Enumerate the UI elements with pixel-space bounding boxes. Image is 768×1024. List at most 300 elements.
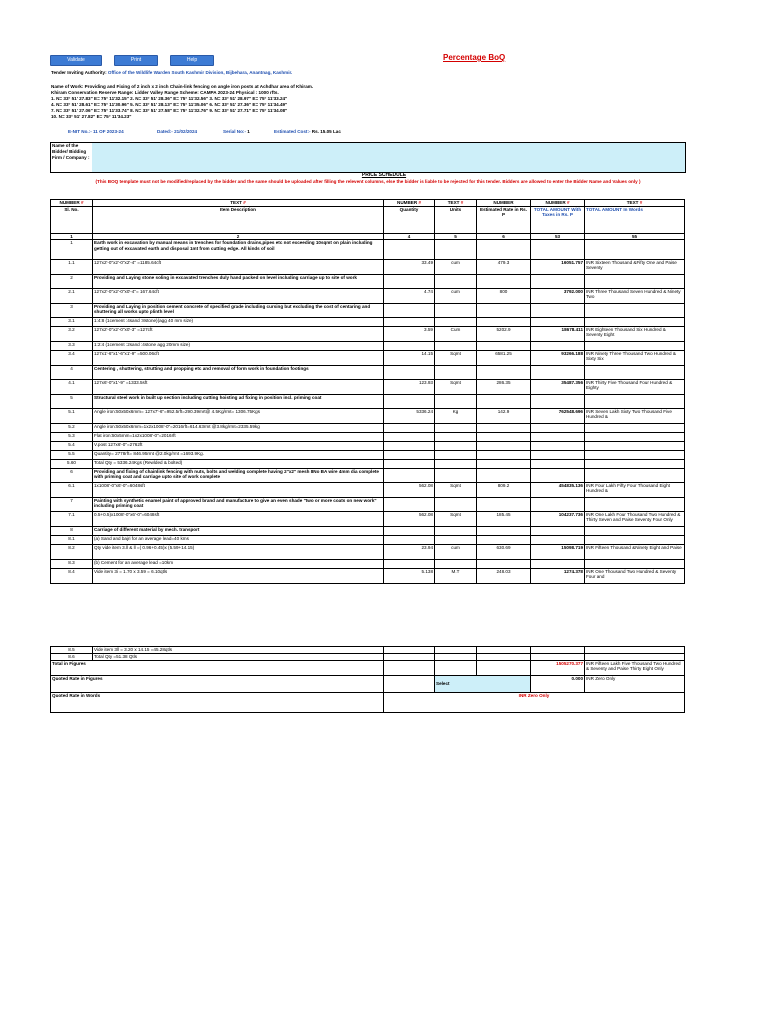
amount-in-words-cell <box>585 240 685 260</box>
quantity-cell: 33.49 <box>384 259 435 274</box>
total-amount-value: 1505270.377 <box>531 661 585 676</box>
quantity-cell <box>384 468 435 482</box>
total-amount-cell: 15098.719 <box>531 544 585 559</box>
work-line-2: Khiram Conservation Reserve Range: Lidder Valley Range Scheme: CAMPA 2023-24 Physical : 1000 rfts. <box>51 90 279 95</box>
sl-no-cell: 3.4 <box>51 350 93 365</box>
total-row <box>51 661 685 676</box>
table-row <box>51 459 685 468</box>
table-row <box>51 408 685 423</box>
price-schedule-note: (This BOQ template must not be modified/replaced by the bidder and the same should be uploaded after filling the relevent columns, else the bidder is liable to be rejected for this tender. Bidders are allowed to enter the Bidder Name and Values only ) <box>95 179 641 184</box>
amount-in-words-cell <box>585 497 685 511</box>
bidder-name-input[interactable] <box>92 143 685 172</box>
item-description-cell: Angle iron:50x50x6mm= 127x7'-6"=952.5rft=290.39mrt@ 4.5Kg/rmt= 1306.75Kgs <box>93 408 384 423</box>
column-header-row <box>51 207 685 234</box>
estimated-rate-cell <box>477 394 531 408</box>
item-description-cell: 127x6'-0"x1'-9" =1333.5sft <box>93 379 384 394</box>
sl-no-cell: 8.3 <box>51 559 93 568</box>
column-number: 55 <box>585 234 685 240</box>
cost-label: Estimated Cost:- <box>274 129 311 134</box>
units-cell <box>435 394 477 408</box>
estimated-rate-cell <box>477 274 531 288</box>
total-amount-cell: 104237.736 <box>531 511 585 526</box>
estimated-rate-cell <box>477 535 531 544</box>
cost-value: Rs. 15.05 Lac <box>311 129 341 134</box>
page-title: Percentage BoQ <box>443 53 506 62</box>
item-description-cell: Providing and Laying in position cement concrete of specified grade including cursing but excluding the cost of centaring and shuttering all works upto plinth level <box>93 303 384 317</box>
units-cell <box>435 423 477 432</box>
units-cell <box>435 317 477 326</box>
quoted-words-label: Quoted Rate in Words <box>51 693 384 713</box>
estimated-rate-cell: 185.45 <box>477 511 531 526</box>
validate-button[interactable]: Validate <box>50 55 102 66</box>
sl-no-cell: 5.1 <box>51 408 93 423</box>
quantity-cell: 23.94 <box>384 544 435 559</box>
quantity-cell: 4.74 <box>384 288 435 303</box>
total-amount-cell: 93266.188 <box>531 350 585 365</box>
total-amount-cell: 16051.757 <box>531 259 585 274</box>
serial-value: 1 <box>247 129 250 134</box>
quantity-cell <box>384 526 435 535</box>
table-row <box>51 394 685 408</box>
units-cell <box>435 450 477 459</box>
quantity-cell <box>384 274 435 288</box>
column-type-cell: NUMBER # <box>51 200 93 207</box>
amount-in-words-cell <box>585 394 685 408</box>
quantity-cell: 3.59 <box>384 326 435 341</box>
estimated-rate-cell: 5202.9 <box>477 326 531 341</box>
item-description-cell: Vide item 3i = 1.70 x 3.59 = 6.10qtls <box>93 568 384 583</box>
table-row <box>51 654 685 661</box>
table-row <box>51 544 685 559</box>
sl-no-cell: 3.3 <box>51 341 93 350</box>
empty-cell <box>585 654 685 661</box>
estimated-rate-cell <box>477 432 531 441</box>
estimated-rate-cell: 6581.25 <box>477 350 531 365</box>
serial-label: Serial No:- <box>223 129 246 134</box>
table-row <box>51 317 685 326</box>
boq-totals-table <box>50 646 685 713</box>
quantity-cell: 562.08 <box>384 482 435 497</box>
total-amount-cell: 3792.000 <box>531 288 585 303</box>
quantity-cell <box>384 317 435 326</box>
amount-in-words-cell <box>585 274 685 288</box>
column-number: 6 <box>477 234 531 240</box>
units-cell <box>435 341 477 350</box>
column-number: 5 <box>435 234 477 240</box>
sl-no-cell: 5.3 <box>51 432 93 441</box>
estimated-rate-cell <box>477 468 531 482</box>
table-row <box>51 647 685 654</box>
table-row <box>51 559 685 568</box>
estimated-rate-cell <box>477 441 531 450</box>
units-cell <box>435 432 477 441</box>
quantity-cell <box>384 459 435 468</box>
empty-cell <box>435 654 477 661</box>
total-amount-cell <box>531 559 585 568</box>
sl-no-cell: 5.60 <box>51 459 93 468</box>
column-number: 4 <box>384 234 435 240</box>
empty-cell <box>477 647 531 654</box>
units-cell: Sqmt <box>435 379 477 394</box>
item-description-cell: (b) Cement for an average lead =10km <box>93 559 384 568</box>
toolbar <box>50 55 214 66</box>
amount-in-words-cell <box>585 303 685 317</box>
enit-number: E-NIT No.:- 11 OF 2023-24 <box>68 129 124 134</box>
total-amount-cell <box>531 365 585 379</box>
total-amount-cell <box>531 240 585 260</box>
estimated-rate-cell <box>477 341 531 350</box>
estimated-rate-cell <box>477 526 531 535</box>
table-row <box>51 535 685 544</box>
table-row <box>51 450 685 459</box>
column-number: 1 <box>51 234 93 240</box>
quantity-cell <box>384 497 435 511</box>
table-row <box>51 526 685 535</box>
amount-in-words-cell <box>585 317 685 326</box>
units-cell <box>435 559 477 568</box>
units-cell: Sqmt <box>435 350 477 365</box>
sl-no-cell: 3.1 <box>51 317 93 326</box>
authority-value: Office of the Wildlife Warden South Kashmir Division, Bijbehara, Anantnag, Kashmir. <box>107 70 293 75</box>
amount-in-words-cell: INR One Lakh Four Thousand Two Hundred & Thirty Seven and Paise Seventy Four Only <box>585 511 685 526</box>
quantity-cell <box>384 303 435 317</box>
table-row <box>51 341 685 350</box>
estimated-rate-cell <box>477 450 531 459</box>
empty-cell <box>531 654 585 661</box>
total-amount-words: INR Fifteen Lakh Five Thousand Two Hundred & Seventy and Paise Thirty Eight Only <box>585 661 685 676</box>
amount-in-words-cell <box>585 459 685 468</box>
units-cell <box>435 459 477 468</box>
empty-cell <box>384 654 435 661</box>
amount-in-words-cell <box>585 441 685 450</box>
column-header: TOTAL AMOUNT In Words <box>585 207 685 234</box>
quoted-figures-label: Quoted Rate in Figures <box>51 676 384 693</box>
total-amount-cell <box>531 526 585 535</box>
amount-in-words-cell <box>585 365 685 379</box>
amount-in-words-cell <box>585 559 685 568</box>
quantity-cell <box>384 450 435 459</box>
total-amount-cell <box>531 317 585 326</box>
sl-no-cell: 8.5 <box>51 647 93 654</box>
total-amount-cell <box>531 274 585 288</box>
column-type-row <box>51 200 685 207</box>
item-description-cell: 127x1'-6"x1'-6"x1'-9" =500.06cft <box>93 350 384 365</box>
column-type-cell: TEXT # <box>93 200 384 207</box>
price-schedule-title: PRICE SCHEDULE <box>361 172 407 178</box>
sl-no-cell: 8.2 <box>51 544 93 559</box>
units-cell <box>435 526 477 535</box>
item-description-cell: Providing and fixing of chainlink fencing with nuts, bolts and welding complete having 2"x2" mesh 8No BA wire 4mm dia complete with priming coat and carriage upto site of work complete <box>93 468 384 482</box>
column-number: 53 <box>531 234 585 240</box>
item-description-cell: Total Qty =51.38 Qtls <box>93 654 384 661</box>
item-description-cell: V.post 127x6'-0"=2762ft <box>93 441 384 450</box>
column-header: Sl. No. <box>51 207 93 234</box>
item-description-cell: Qty vide item 3.ll & ll =( 0.96+0.45)x (5.59+14.15) <box>93 544 384 559</box>
table-row <box>51 468 685 482</box>
estimated-rate-cell <box>477 497 531 511</box>
table-row <box>51 274 685 288</box>
sl-no-cell: 5.5 <box>51 450 93 459</box>
item-description-cell: Earth work in excavation by manual means in trenches for foundation drains,pipes etc not exceeding 10sqmt on plain including getting out of excavated earth and disposal 1mt from cutting edge. All kinds of soil <box>93 240 384 260</box>
amount-in-words-cell: INR Sixteen Thousand &Fifty One and Paise Seventy <box>585 259 685 274</box>
sl-no-cell: 1.1 <box>51 259 93 274</box>
estimated-rate-cell: 809.2 <box>477 482 531 497</box>
work-line-6: 10. N= 33° 51' 27.82" E= 75° 11'34.23" <box>51 114 132 119</box>
sl-no-cell: 8.1 <box>51 535 93 544</box>
sl-no-cell: 6 <box>51 468 93 482</box>
estimated-rate-cell <box>477 459 531 468</box>
units-cell: Sqmt <box>435 482 477 497</box>
amount-in-words-cell: INR Ninety Three Thousand Two Hundred & Sixty Six <box>585 350 685 365</box>
amount-in-words-cell <box>585 423 685 432</box>
table-row <box>51 379 685 394</box>
sl-no-cell: 8 <box>51 526 93 535</box>
table-row <box>51 303 685 317</box>
sl-no-cell: 7.1 <box>51 511 93 526</box>
item-description-cell: Quantity= 2778rft= 846.95rmt @2.0kg/rmt =1693.9Kg. <box>93 450 384 459</box>
amount-in-words-cell <box>585 526 685 535</box>
amount-in-words-cell: INR Eighteen Thousand Six Hundred & Seventy Eight <box>585 326 685 341</box>
table-row <box>51 432 685 441</box>
quoted-words-row <box>51 693 685 713</box>
sl-no-cell: 6.1 <box>51 482 93 497</box>
sl-no-cell: 1 <box>51 240 93 260</box>
table-row <box>51 326 685 341</box>
quoted-figures-words: INR Zero Only <box>585 676 685 693</box>
item-description-cell: 127x2'-0"x2'-0"x0'-4"= 167.64cft <box>93 288 384 303</box>
item-description-cell: Carriage of different material by mech. transport <box>93 526 384 535</box>
column-header: Estimated Rate in Rs. P <box>477 207 531 234</box>
quantity-cell: 562.08 <box>384 511 435 526</box>
quantity-cell <box>384 535 435 544</box>
estimated-rate-cell: 800 <box>477 288 531 303</box>
column-header: Item Description <box>93 207 384 234</box>
amount-in-words-cell <box>585 450 685 459</box>
amount-in-words-cell: INR Thirty Five Thousand Four Hundred & Eighty <box>585 379 685 394</box>
total-label: Total in Figures <box>51 661 384 676</box>
total-amount-cell <box>531 468 585 482</box>
total-amount-cell <box>531 535 585 544</box>
total-amount-cell: 18678.411 <box>531 326 585 341</box>
column-type-cell: NUMBER # <box>384 200 435 207</box>
total-amount-cell: 1274.378 <box>531 568 585 583</box>
units-cell <box>435 497 477 511</box>
serial-number <box>223 129 250 135</box>
total-amount-cell: 762548.696 <box>531 408 585 423</box>
work-line-1: Name of Work: Providing and Fixing of 2 inch x 2 inch Chain-link fencing on angle iron posts at Achdhar area of Khiram. <box>51 84 314 89</box>
total-amount-cell <box>531 459 585 468</box>
empty-cell <box>435 661 477 676</box>
table-row <box>51 350 685 365</box>
item-description-cell: 127x2'-0"x2'-0"x0'-3" =127cft <box>93 326 384 341</box>
estimated-rate-cell: 142.9 <box>477 408 531 423</box>
units-cell <box>435 441 477 450</box>
estimated-rate-cell <box>477 423 531 432</box>
item-description-cell: Painting with synthetic enamel paint of approved brand and manufacture to give an even shade "two or more coats on new work" including priming coat <box>93 497 384 511</box>
table-row <box>51 240 685 260</box>
column-type-cell: TEXT # <box>435 200 477 207</box>
total-amount-cell <box>531 341 585 350</box>
item-description-cell: Flat iron:50x5mm=1x2x1008'-0"=2016rft <box>93 432 384 441</box>
item-description-cell: 1:4:8 (1cement :4sand :8stone)(agg 40 mm size) <box>93 317 384 326</box>
sl-no-cell: 5 <box>51 394 93 408</box>
estimated-rate-cell: 630.69 <box>477 544 531 559</box>
table-row <box>51 568 685 583</box>
total-amount-cell <box>531 450 585 459</box>
table-row <box>51 288 685 303</box>
column-type-cell: NUMBER # <box>531 200 585 207</box>
authority-line <box>51 70 292 76</box>
quantity-cell <box>384 394 435 408</box>
authority-label: Tender Inviting Authority: <box>51 70 107 75</box>
estimated-rate-cell <box>477 317 531 326</box>
estimated-rate-cell: 286.35 <box>477 379 531 394</box>
units-cell <box>435 535 477 544</box>
total-amount-cell <box>531 423 585 432</box>
enit-date: Dated:- 21/02/2024 <box>157 129 198 134</box>
units-cell: M.T <box>435 568 477 583</box>
sl-no-cell: 8.4 <box>51 568 93 583</box>
item-description-cell: 1x1008'-0"x6'-0"=6048sft <box>93 482 384 497</box>
quantity-cell <box>384 441 435 450</box>
work-line-3: 1. N= 33° 51' 27.83" E= 75° 11'32.15" 2. N= 33° 51' 28.36" E= 75° 11'32.56" 3. N= 33° 51' 28.97" E= 75° 11'33.24" <box>51 96 288 101</box>
work-line-5: 7. N= 33° 51' 27.06" E= 75° 11'33.74" 8. N= 33° 51' 27.58" E= 75° 11'32.76" 9. N= 33° 51' 27.71" E= 75° 11'34.08" <box>51 108 288 113</box>
units-cell: Kg <box>435 408 477 423</box>
estimated-rate-cell <box>477 303 531 317</box>
table-row <box>51 511 685 526</box>
total-amount-cell <box>531 441 585 450</box>
quantity-cell: 5336.24 <box>384 408 435 423</box>
total-amount-cell <box>531 303 585 317</box>
sl-no-cell: 5.4 <box>51 441 93 450</box>
amount-in-words-cell: INR One Thousand Two Hundred & Seventy Four and <box>585 568 685 583</box>
quantity-cell: 123.93 <box>384 379 435 394</box>
boq-table <box>50 199 685 584</box>
amount-in-words-cell: INR Seven Lakh Sixty Two Thousand Five Hundred & <box>585 408 685 423</box>
quoted-figures-value: 0.000 <box>531 676 585 693</box>
table-row <box>51 441 685 450</box>
select-dropdown[interactable]: Select <box>435 676 531 693</box>
total-amount-cell <box>531 394 585 408</box>
quantity-cell <box>384 240 435 260</box>
estimated-rate-cell <box>477 559 531 568</box>
estimated-rate-cell <box>477 365 531 379</box>
item-description-cell: 0.5+0.5)x1008'-0"x6'-0"=6048sft <box>93 511 384 526</box>
total-amount-cell: 454835.136 <box>531 482 585 497</box>
units-cell <box>435 303 477 317</box>
total-amount-cell: 35487.356 <box>531 379 585 394</box>
item-description-cell: 127x2'-0"x2'-0"x2'-4" =1185.64cft <box>93 259 384 274</box>
units-cell: cum <box>435 259 477 274</box>
empty-cell <box>384 676 435 693</box>
print-button[interactable]: Print <box>114 55 158 66</box>
sl-no-cell: 8.6 <box>51 654 93 661</box>
column-header: Units <box>435 207 477 234</box>
sl-no-cell: 5.2 <box>51 423 93 432</box>
quantity-cell <box>384 432 435 441</box>
item-description-cell: Providing and Laying stone soling in excavated trenches duly hand packed on level including carriage up to site of work <box>93 274 384 288</box>
sl-no-cell: 2 <box>51 274 93 288</box>
quoted-words-value: INR Zero Only <box>384 693 685 713</box>
column-header: TOTAL AMOUNT With Taxes in Rs. P <box>531 207 585 234</box>
empty-cell <box>384 661 435 676</box>
estimated-cost <box>274 129 341 135</box>
units-cell <box>435 274 477 288</box>
quantity-cell: 5.138 <box>384 568 435 583</box>
sl-no-cell: 4.1 <box>51 379 93 394</box>
sl-no-cell: 3 <box>51 303 93 317</box>
units-cell: Sqmt <box>435 511 477 526</box>
quantity-cell <box>384 341 435 350</box>
item-description-cell: Structural steel work in built up section including cutting hoisting ad fixing in position incl. priming coat <box>93 394 384 408</box>
table-row <box>51 365 685 379</box>
estimated-rate-cell: 248.03 <box>477 568 531 583</box>
units-cell: cum <box>435 544 477 559</box>
estimated-rate-cell: 479.3 <box>477 259 531 274</box>
help-button[interactable]: Help <box>170 55 214 66</box>
units-cell: Cum <box>435 326 477 341</box>
item-description-cell: Angle iron:50x50x6mm=1x2x1008'-0"=2016rft=614.63rmt @3.8kg/rmt=2335.59kg <box>93 423 384 432</box>
amount-in-words-cell <box>585 432 685 441</box>
amount-in-words-cell <box>585 468 685 482</box>
sl-no-cell: 4 <box>51 365 93 379</box>
bidder-label: Name of the Bidder/ Bidding Firm / Company : <box>51 143 93 172</box>
item-description-cell: Total Qty = 5336.24Kgs (Rewlded & bolted) <box>93 459 384 468</box>
amount-in-words-cell: INR Four Lakh Fifty Four Thousand Eight Hundred & <box>585 482 685 497</box>
amount-in-words-cell: INR Three Thousand Seven Hundred & Ninety Two <box>585 288 685 303</box>
sl-no-cell: 7 <box>51 497 93 511</box>
column-header: Quantity <box>384 207 435 234</box>
units-cell <box>435 365 477 379</box>
empty-cell <box>477 661 531 676</box>
empty-cell <box>531 647 585 654</box>
quantity-cell <box>384 559 435 568</box>
amount-in-words-cell <box>585 341 685 350</box>
empty-cell <box>585 647 685 654</box>
column-type-cell: NUMBER <box>477 200 531 207</box>
table-row <box>51 497 685 511</box>
item-description-cell: 1:2:4 (1cement :2sand :4stone agg 20mm size) <box>93 341 384 350</box>
table-row <box>51 482 685 497</box>
estimated-rate-cell <box>477 240 531 260</box>
column-number: 2 <box>93 234 384 240</box>
total-amount-cell <box>531 497 585 511</box>
bidder-box <box>50 142 686 173</box>
sl-no-cell: 3.2 <box>51 326 93 341</box>
sl-no-cell: 2.1 <box>51 288 93 303</box>
total-amount-cell <box>531 432 585 441</box>
quoted-figures-row <box>51 676 685 693</box>
item-description-cell: Vide item 3ll = 3.20 x 14.15 =45.28qtls <box>93 647 384 654</box>
empty-cell <box>384 647 435 654</box>
units-cell <box>435 240 477 260</box>
quantity-cell: 14.15 <box>384 350 435 365</box>
column-type-cell: TEXT # <box>585 200 685 207</box>
amount-in-words-cell: INR Fifteen Thousand &Ninety Eight and Paise <box>585 544 685 559</box>
quantity-cell <box>384 423 435 432</box>
quantity-cell <box>384 365 435 379</box>
work-line-4: 4. N= 33° 51' 28.61" E= 75° 11'30.96" 5. N= 33° 51' 28.13" E= 75° 11'35.06" 6. N= 33° 51' 27.36" E= 75° 11'34.49" <box>51 102 288 107</box>
item-description-cell: Centering , shuttering, strutting and propping etc and removal of form work in foundation footings <box>93 365 384 379</box>
item-description-cell: (a) Sand and bajri for an average lead=40 kms <box>93 535 384 544</box>
units-cell: cum <box>435 288 477 303</box>
empty-cell <box>435 647 477 654</box>
table-row <box>51 259 685 274</box>
units-cell <box>435 468 477 482</box>
empty-cell <box>477 654 531 661</box>
table-row <box>51 423 685 432</box>
amount-in-words-cell <box>585 535 685 544</box>
